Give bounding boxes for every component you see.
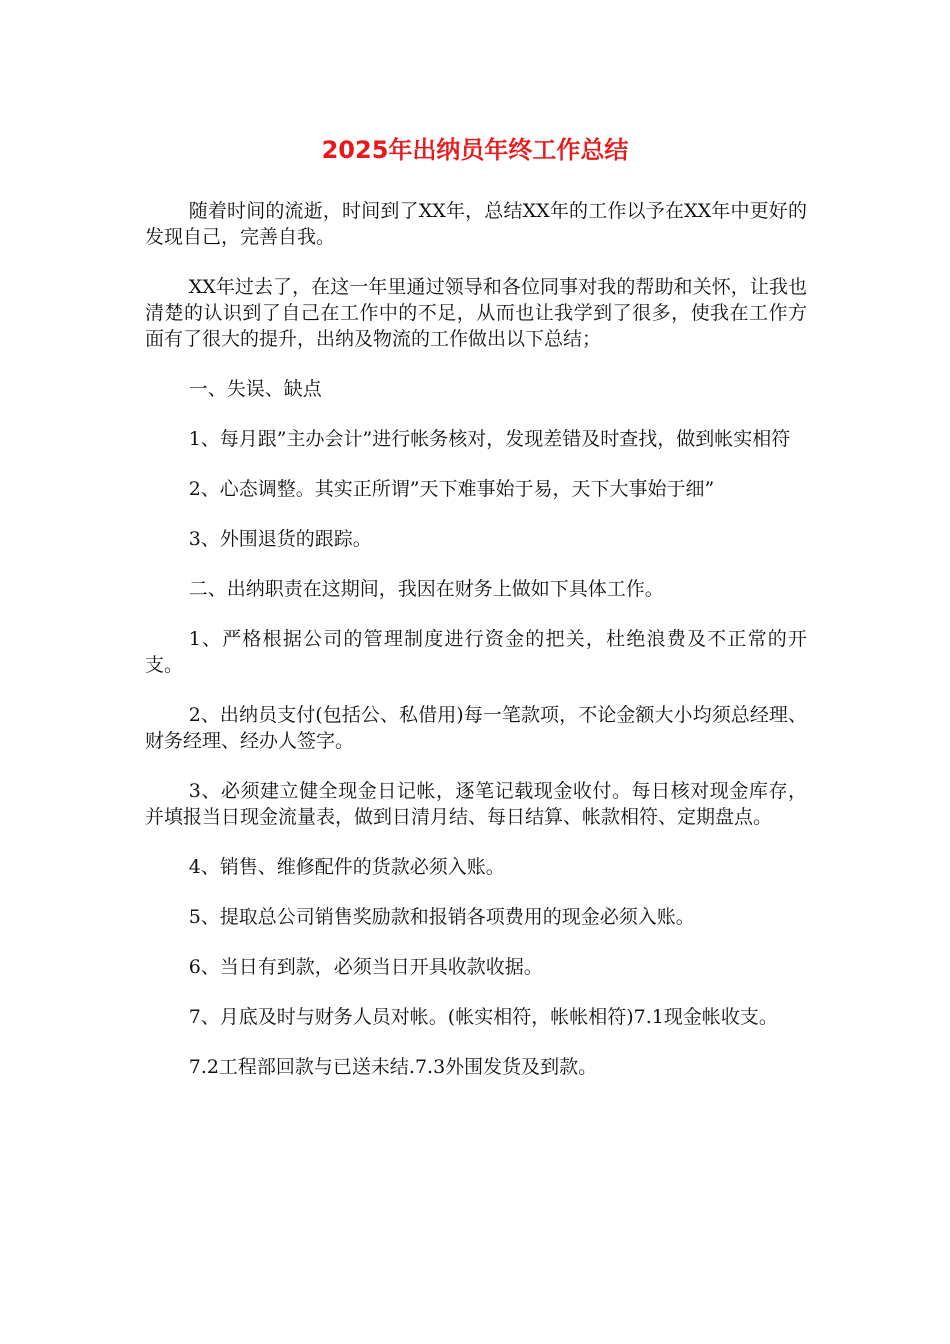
list-item: 3、必须建立健全现金日记帐，逐笔记载现金收付。每日核对现金库存，并填报当日现金流量表，做到日清月结、每日结算、帐款相符、定期盘点。 (145, 780, 807, 828)
list-item: 7.2工程部回款与已送未结.7.3外围发货及到款。 (188, 1056, 598, 1078)
list-item: 1、每月跟”主办会计”进行帐务核对，发现差错及时查找，做到帐实相符 (188, 428, 791, 450)
section-heading-mistakes: 一、失误、缺点 (188, 378, 322, 400)
list-item: 6、当日有到款，必须当日开具收款收据。 (188, 956, 543, 978)
document-body (145, 198, 807, 1104)
list-item: 2、心态调整。其实正所谓”天下难事始于易，天下大事始于细” (188, 478, 715, 500)
paragraph-summary: XX年过去了，在这一年里通过领导和各位同事对我的帮助和关怀，让我也清楚的认识到了自己在工作中的不足，从而也让我学到了很多，使我在工作方面有了很大的提升，出纳及物流的工作做出以下总结； (145, 276, 807, 350)
list-item: 5、提取总公司销售奖励款和报销各项费用的现金必须入账。 (188, 906, 695, 928)
list-item: 1、严格根据公司的管理制度进行资金的把关，杜绝浪费及不正常的开支。 (145, 628, 807, 676)
list-item: 3、外围退货的跟踪。 (188, 528, 372, 550)
list-item: 7、月底及时与财务人员对帐。(帐实相符，帐帐相符)7.1现金帐收支。 (188, 1006, 778, 1028)
document-title: 2025年出纳员年终工作总结 (321, 136, 629, 164)
list-item: 4、销售、维修配件的货款必须入账。 (188, 856, 505, 878)
section-heading-duties: 二、出纳职责在这期间，我因在财务上做如下具体工作。 (188, 578, 664, 600)
paragraph-intro: 随着时间的流逝，时间到了XX年，总结XX年的工作以予在XX年中更好的发现自己，完善自我。 (145, 200, 807, 248)
list-item: 2、出纳员支付(包括公、私借用)每一笔款项，不论金额大小均须总经理、财务经理、经办人签字。 (145, 704, 807, 752)
